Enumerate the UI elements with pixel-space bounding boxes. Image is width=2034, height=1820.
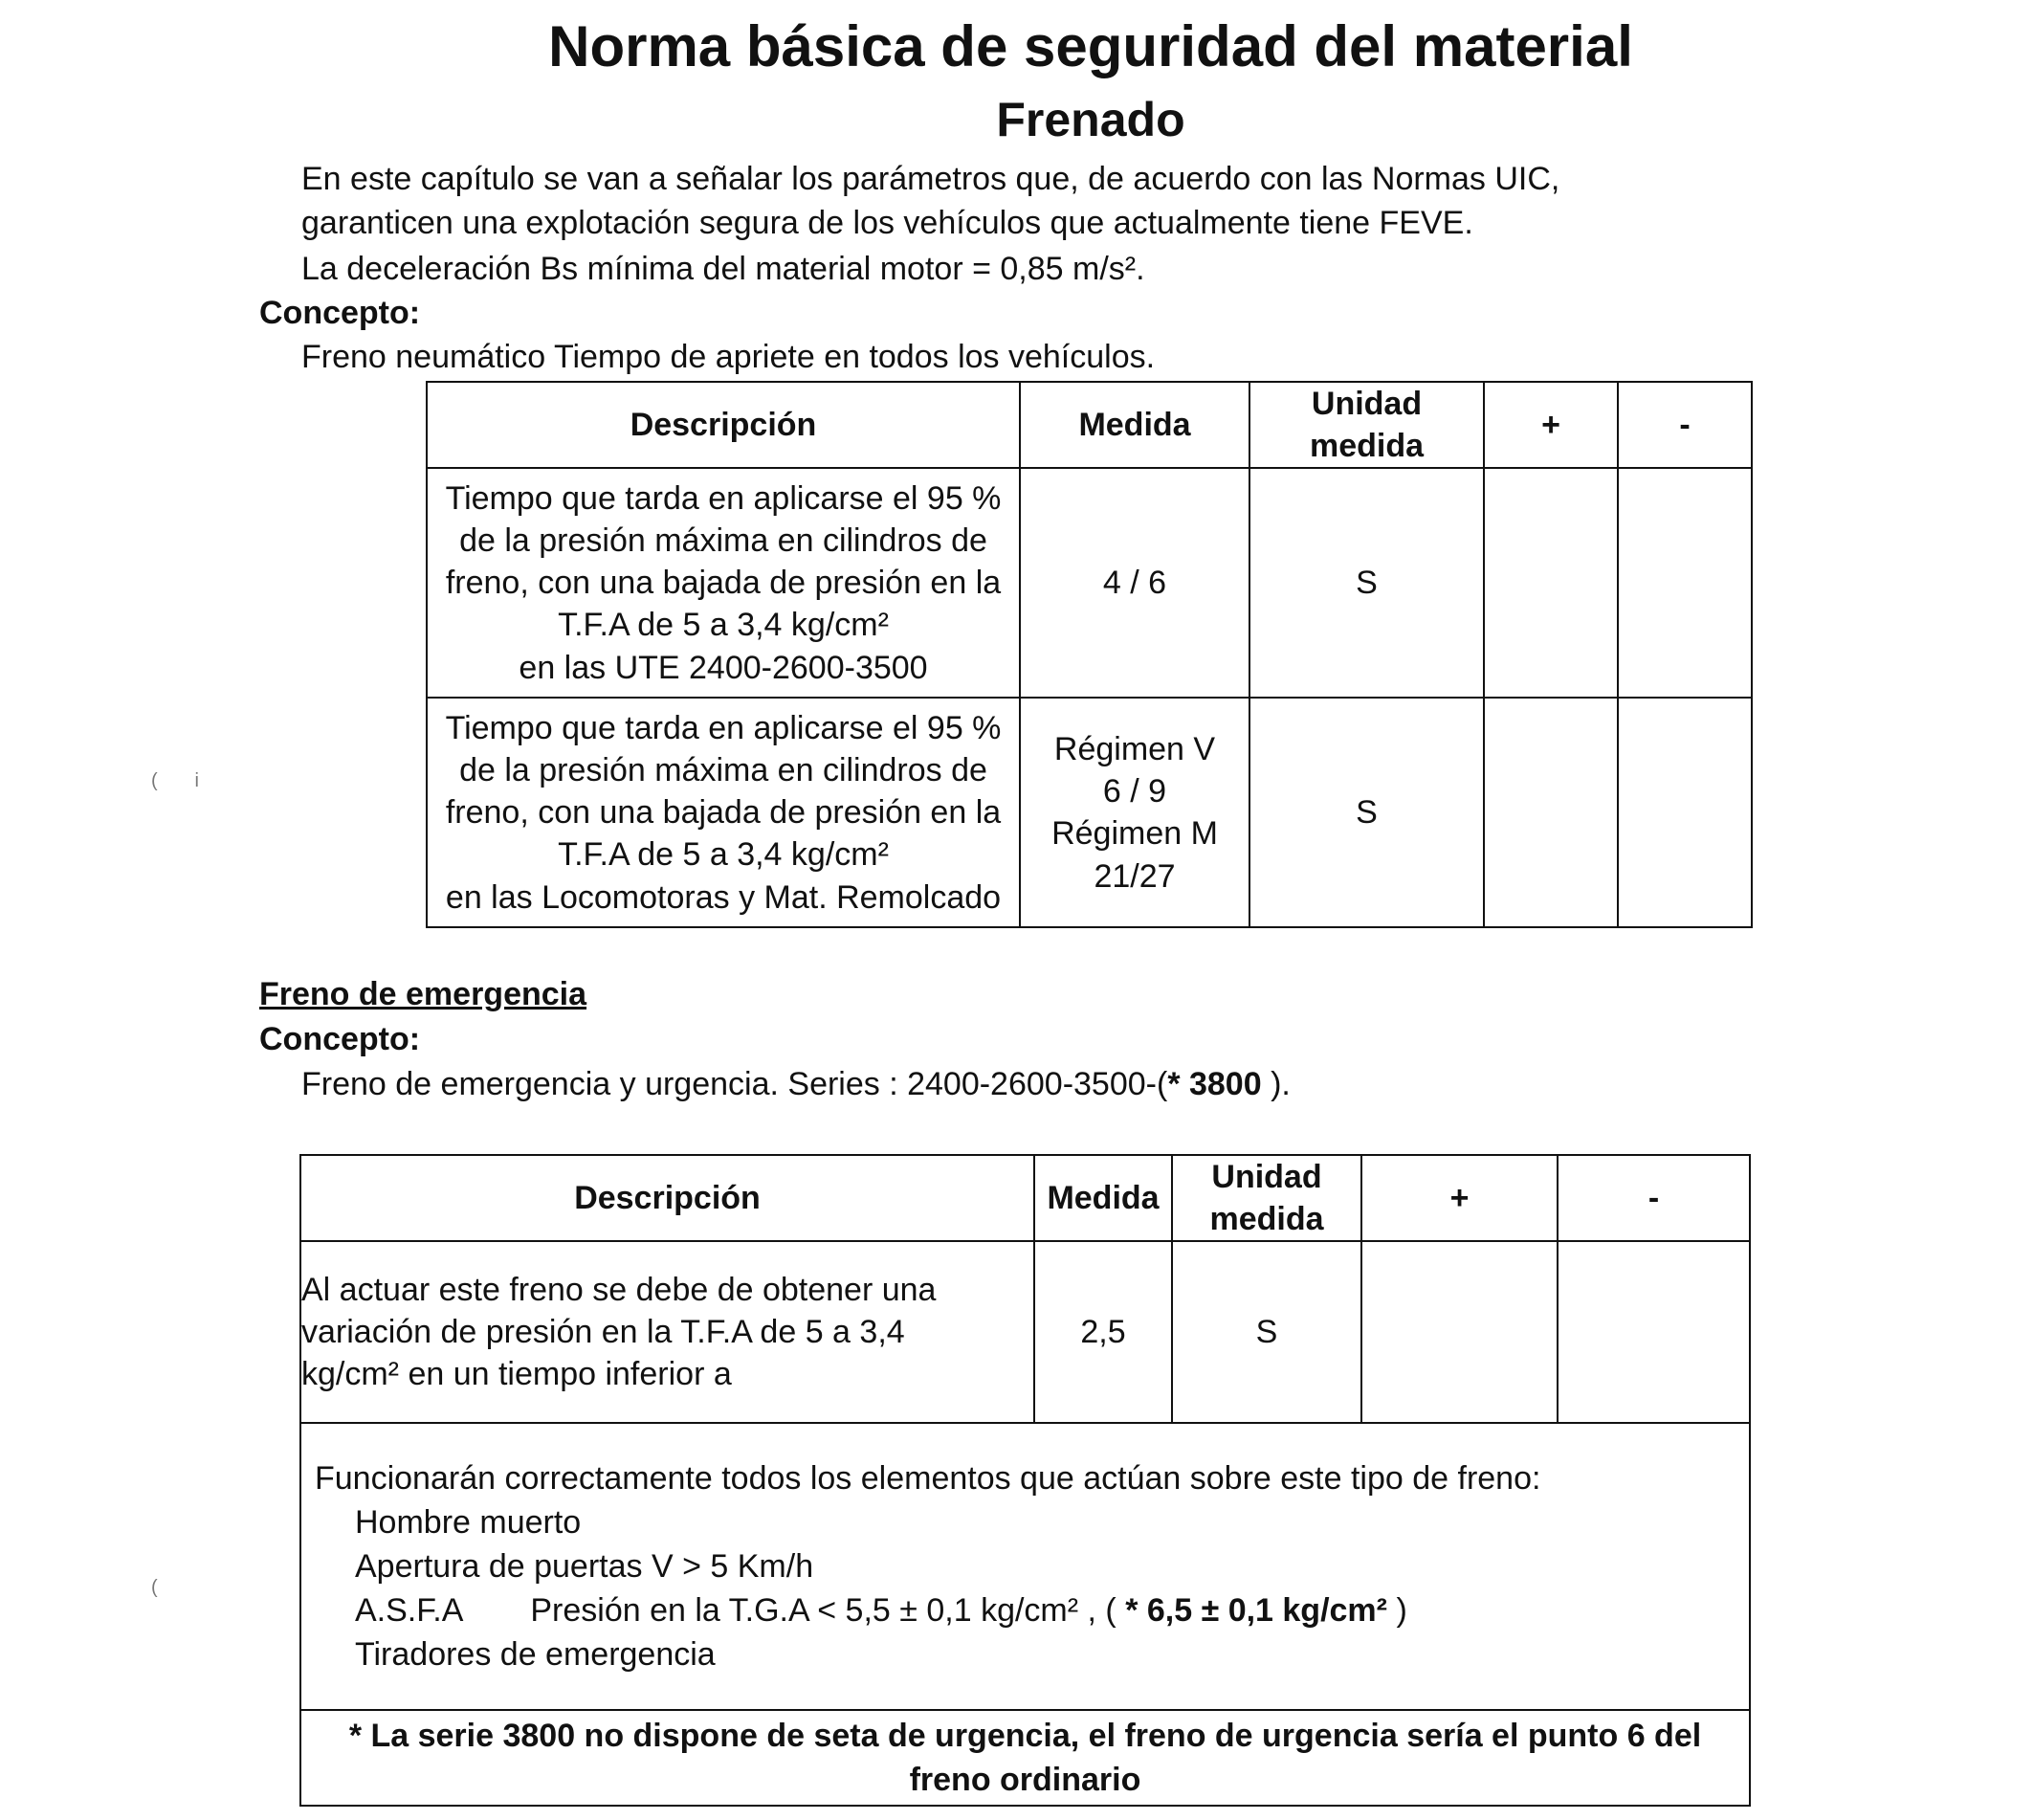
row-medida: Régimen V 6 / 9 Régimen M 21/27 bbox=[1020, 698, 1249, 927]
concept-text-1: Freno neumático Tiempo de apriete en todos los vehículos. bbox=[301, 339, 1156, 375]
note-cell: * La serie 3800 no dispone de seta de urgencia, el freno de urgencia sería el punto 6 del freno ordinario bbox=[300, 1710, 1750, 1806]
header-medida: Medida bbox=[1034, 1155, 1172, 1241]
emergency-brake-table bbox=[299, 1154, 1751, 1807]
header-minus: - bbox=[1558, 1155, 1750, 1241]
element-item: Apertura de puertas V > 5 Km/h bbox=[355, 1548, 814, 1586]
row-medida: 4 / 6 bbox=[1020, 468, 1249, 698]
elements-intro: Funcionarán correctamente todos los elementos que actúan sobre este tipo de freno: bbox=[315, 1460, 1541, 1498]
brake-time-table bbox=[426, 381, 1753, 928]
header-medida: Medida bbox=[1020, 382, 1249, 468]
concept-text-2: Freno de emergencia y urgencia. Series : 2400-2600-3500-(* 3800 ). bbox=[301, 1066, 1291, 1102]
row-unidad: S bbox=[1249, 468, 1484, 698]
intro-line-3: La deceleración Bs mínima del material motor = 0,85 m/s². bbox=[301, 251, 1145, 287]
element-item: Hombre muerto bbox=[355, 1504, 582, 1542]
header-unidad: Unidad medida bbox=[1249, 382, 1484, 468]
element-item: Tiradores de emergencia bbox=[355, 1636, 716, 1674]
section-heading-emergency: Freno de emergencia bbox=[259, 976, 587, 1012]
row-unidad: S bbox=[1249, 698, 1484, 927]
header-plus: + bbox=[1484, 382, 1618, 468]
row-descripcion: Tiempo que tarda en aplicarse el 95 % de la presión máxima en cilindros de freno, con una bajada de presión en la T.F.A de 5 a 3,4 kg/cm² en las Locomotoras y Mat. Remolcado bbox=[427, 698, 1020, 927]
concept-label-1: Concepto: bbox=[259, 295, 421, 331]
row-minus bbox=[1618, 468, 1752, 698]
element-item-asfa: A.S.F.A Presión en la T.G.A < 5,5 ± 0,1 kg/cm² , ( * 6,5 ± 0,1 kg/cm² ) bbox=[355, 1592, 1407, 1630]
row-descripcion: Al actuar este freno se debe de obtener una variación de presión en la T.F.A de 5 a 3,4 kg/cm² en un tiempo inferior a bbox=[300, 1241, 1034, 1423]
table-header-row bbox=[300, 1155, 1750, 1241]
header-descripcion: Descripción bbox=[300, 1155, 1034, 1241]
concept-label-2: Concepto: bbox=[259, 1021, 421, 1057]
header-descripcion: Descripción bbox=[427, 382, 1020, 468]
table-row bbox=[427, 468, 1752, 698]
elements-row bbox=[300, 1423, 1750, 1710]
row-plus bbox=[1484, 698, 1618, 927]
table-row bbox=[427, 698, 1752, 927]
row-medida: 2,5 bbox=[1034, 1241, 1172, 1423]
margin-mark: ( i bbox=[151, 770, 199, 791]
header-minus: - bbox=[1618, 382, 1752, 468]
row-plus bbox=[1361, 1241, 1558, 1423]
row-unidad: S bbox=[1172, 1241, 1361, 1423]
page-title: Norma básica de seguridad del material bbox=[548, 14, 1633, 78]
row-minus bbox=[1558, 1241, 1750, 1423]
intro-line-1: En este capítulo se van a señalar los parámetros que, de acuerdo con las Normas UIC, bbox=[301, 161, 1560, 197]
page-subtitle: Frenado bbox=[996, 93, 1185, 146]
note-row bbox=[300, 1710, 1750, 1806]
row-minus bbox=[1618, 698, 1752, 927]
margin-mark: ( bbox=[151, 1577, 158, 1598]
header-unidad: Unidad medida bbox=[1172, 1155, 1361, 1241]
table-row bbox=[300, 1241, 1750, 1423]
intro-line-2: garanticen una explotación segura de los vehículos que actualmente tiene FEVE. bbox=[301, 205, 1473, 241]
row-descripcion: Tiempo que tarda en aplicarse el 95 % de la presión máxima en cilindros de freno, con una bajada de presión en la T.F.A de 5 a 3,4 kg/cm² en las UTE 2400-2600-3500 bbox=[427, 468, 1020, 698]
row-plus bbox=[1484, 468, 1618, 698]
table-header-row bbox=[427, 382, 1752, 468]
elements-cell bbox=[300, 1423, 1750, 1710]
header-plus: + bbox=[1361, 1155, 1558, 1241]
